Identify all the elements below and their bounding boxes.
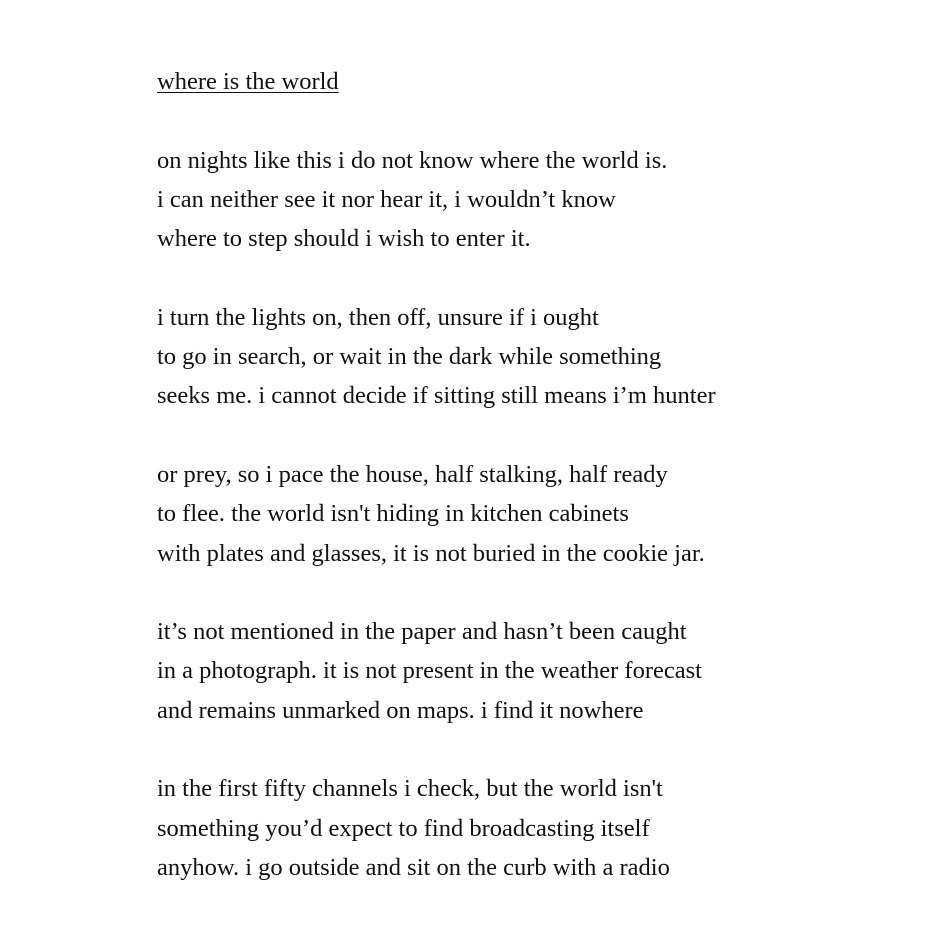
poem-line: i can neither see it nor hear it, i wouldn’t know <box>157 185 616 213</box>
poem-line: with plates and glasses, it is not buried in the cookie jar. <box>157 539 705 567</box>
poem-line: it’s not mentioned in the paper and hasn’t been caught <box>157 618 687 646</box>
stanza-1 <box>157 141 877 259</box>
poem-title: where is the world <box>157 68 339 95</box>
poem-line: where to step should i wish to enter it. <box>157 225 531 253</box>
poem-line: i turn the lights on, then off, unsure if i ought <box>157 303 599 331</box>
poem-line: on nights like this i do not know where the world is. <box>157 146 668 174</box>
poem-line: to flee. the world isn't hiding in kitchen cabinets <box>157 500 629 528</box>
poem-line: in a photograph. it is not present in the weather forecast <box>157 657 702 685</box>
poem-line: seeks me. i cannot decide if sitting still means i’m hunter <box>157 382 716 410</box>
poem-line: in the first fifty channels i check, but the world isn't <box>157 775 663 803</box>
poem <box>157 62 877 927</box>
stanza-2 <box>157 298 877 416</box>
stanza-4 <box>157 612 877 730</box>
poem-line: anyhow. i go outside and sit on the curb with a radio <box>157 853 670 881</box>
poem-line: or prey, so i pace the house, half stalking, half ready <box>157 460 668 488</box>
poem-line: to go in search, or wait in the dark while something <box>157 343 662 371</box>
stanza-3 <box>157 455 877 573</box>
poem-line: something you’d expect to find broadcasting itself <box>157 814 650 842</box>
stanza-5 <box>157 769 877 887</box>
poem-line: and remains unmarked on maps. i find it nowhere <box>157 696 644 724</box>
